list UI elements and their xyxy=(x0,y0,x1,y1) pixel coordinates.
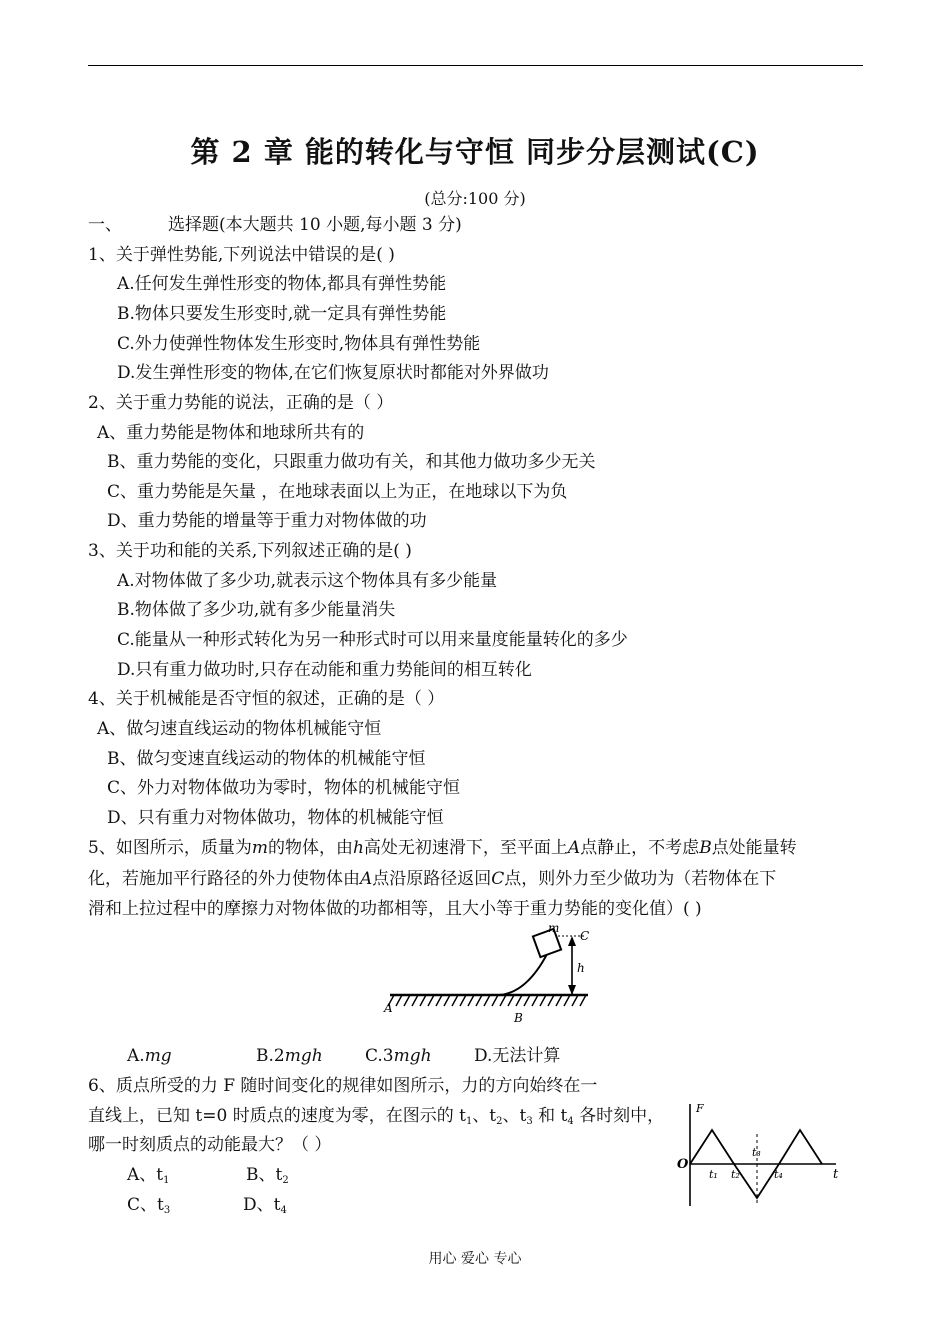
height-arrow-bottom-head xyxy=(568,985,576,995)
q5-incline-figure xyxy=(380,922,600,1032)
q3-stem: 3、关于功和能的关系,下列叙述正确的是( ) xyxy=(88,541,412,561)
fig6-label-t4: t₄ xyxy=(774,1168,783,1181)
q6-stem-line3: 哪一时刻质点的动能最大？（ ） xyxy=(88,1135,332,1155)
q3-option-a: A.对物体做了多少功,就表示这个物体具有多少能量 xyxy=(117,571,498,591)
q1-option-d: D.发生弹性形变的物体,在它们恢复原状时都能对外界做功 xyxy=(117,363,549,383)
fig6-label-t1: t₁ xyxy=(709,1168,718,1181)
page-title: 第 2 章 能的转化与守恒 同步分层测试(C) xyxy=(190,135,760,169)
q6-stem-line1: 6、质点所受的力 F 随时间变化的规律如图所示，力的方向始终在一 xyxy=(88,1076,598,1096)
q3-option-b: B.物体做了多少功,就有多少能量消失 xyxy=(117,600,396,620)
q5-option-b: B.2mgh xyxy=(256,1046,323,1066)
q3-option-c: C.能量从一种形式转化为另一种形式时可以用来量度能量转化的多少 xyxy=(117,630,628,650)
q1-option-b: B.物体只要发生形变时,就一定具有弹性势能 xyxy=(117,304,447,324)
fig6-label-f: F xyxy=(696,1102,704,1115)
q1-option-a: A.任何发生弹性形变的物体,都具有弹性势能 xyxy=(117,274,447,294)
fig5-label-h: h xyxy=(577,961,585,975)
q6-option-a: A、$t_1$ xyxy=(127,1165,170,1186)
fig5-label-c: C xyxy=(580,929,590,943)
q1-option-c: C.外力使弹性物体发生形变时,物体具有弹性势能 xyxy=(117,334,481,354)
q2-option-d: D、重力势能的增量等于重力对物体做的功 xyxy=(107,511,427,531)
fig6-label-t2: t₂ xyxy=(731,1168,740,1181)
fig5-label-b: B xyxy=(514,1011,523,1025)
q6-force-time-figure xyxy=(676,1098,846,1210)
section-heading xyxy=(88,214,462,236)
q5-option-c: C.3mgh xyxy=(365,1046,432,1066)
q4-stem: 4、关于机械能是否守恒的叙述，正确的是（ ） xyxy=(88,689,445,709)
header-rule xyxy=(88,65,863,66)
q2-option-a: A、重力势能是物体和地球所共有的 xyxy=(97,423,365,443)
q5-stem-line3: 滑和上拉过程中的摩擦力对物体做的功都相等，且大小等于重力势能的变化值）( ) xyxy=(88,899,702,919)
q5-stem-line1: 5、如图所示，质量为m的物体，由h高处无初速滑下，至平面上A点静止，不考虑B点处能量转 xyxy=(88,838,797,858)
q4-option-c: C、外力对物体做功为零时，物体的机械能守恒 xyxy=(107,778,461,798)
page-footer: 用心 爱心 专心 xyxy=(428,1251,522,1267)
q1-stem: 1、关于弹性势能,下列说法中错误的是( ) xyxy=(88,245,395,265)
fig6-label-t: t xyxy=(833,1167,839,1182)
q6-option-b: B、$t_2$ xyxy=(246,1165,289,1186)
fig6-label-o: O xyxy=(677,1157,689,1172)
fig5-label-m: m xyxy=(548,921,560,935)
q6-stem-line2: 直线上，已知 t=0 时质点的速度为零，在图示的 $t_1$、$t_2$、$t_3$ 和 $t_4$ 各时刻中， xyxy=(88,1106,665,1127)
q4-option-b: B、做匀变速直线运动的物体的机械能守恒 xyxy=(107,749,426,769)
q3-option-d: D.只有重力做功时,只存在动能和重力势能间的相互转化 xyxy=(117,660,532,680)
q5-option-a: A.mg xyxy=(127,1046,172,1066)
q6-option-d: D、$t_4$ xyxy=(243,1195,287,1216)
q4-option-d: D、只有重力对物体做功，物体的机械能守恒 xyxy=(107,808,444,828)
ground-hatching xyxy=(388,995,586,1006)
section-number: 一、 xyxy=(88,215,122,235)
total-score: (总分:100 分) xyxy=(424,189,526,208)
q2-option-c: C、重力势能是矢量 ，在地球表面以上为正，在地球以下为负 xyxy=(107,482,568,502)
q2-option-b: B、重力势能的变化，只跟重力做功有关，和其他力做功多少无关 xyxy=(107,452,596,472)
q2-stem: 2、关于重力势能的说法，正确的是（ ） xyxy=(88,393,394,413)
q6-option-c: C、$t_3$ xyxy=(127,1195,171,1216)
fig6-label-t3: t₃ xyxy=(752,1146,761,1159)
q5-option-d: D.无法计算 xyxy=(474,1046,561,1066)
q4-option-a: A、做匀速直线运动的物体机械能守恒 xyxy=(97,719,382,739)
height-arrow-top-head xyxy=(568,936,576,946)
fig5-label-a: A xyxy=(384,1001,393,1015)
q5-stem-line2: 化，若施加平行路径的外力使物体由A点沿原路径返回C点，则外力至少做功为（若物体在下 xyxy=(88,869,777,889)
section-label: 选择题(本大题共 10 小题,每小题 3 分) xyxy=(168,215,462,235)
